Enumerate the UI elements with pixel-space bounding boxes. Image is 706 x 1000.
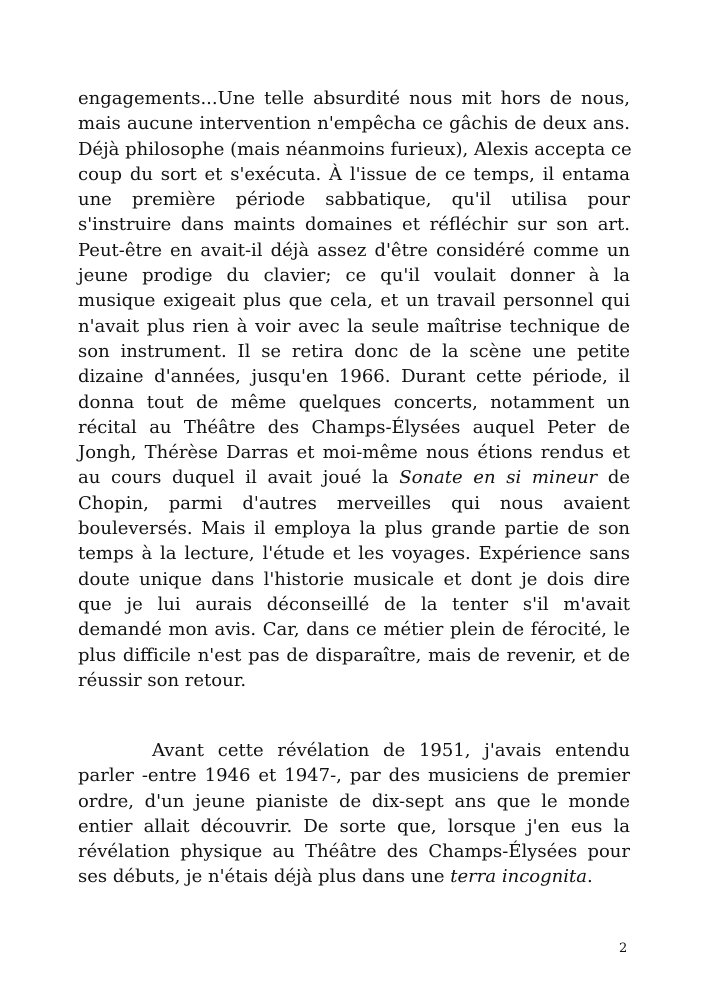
paragraph-body-2 [78, 738, 630, 890]
text-segment: Peut-être en avait-il déjà assez d'être considéré comme un [78, 239, 630, 261]
text-segment: révélation physique au Théâtre des Champs-Élysées pour [78, 841, 630, 863]
text-line [78, 465, 630, 490]
text-segment: ordre, d'un jeune pianiste de dix-sept ans que le monde [78, 790, 630, 812]
paragraph-body-1 [78, 86, 630, 693]
text-line [78, 839, 630, 864]
text-segment: Chopin, parmi d'autres merveilles qui nous avaient [78, 492, 630, 514]
text-line [78, 617, 630, 642]
text-segment: Avant cette révélation de 1951, j'avais entendu [152, 740, 630, 761]
text-line [78, 738, 630, 763]
italic-title: Sonate en si mineur [399, 467, 598, 489]
text-line [78, 339, 630, 364]
text-line [78, 864, 630, 889]
text-line [78, 668, 630, 693]
text-line [78, 288, 630, 313]
text-segment: parler -entre 1946 et 1947-, par des musiciens de premier [78, 765, 630, 787]
text-segment: musique exigeait plus que cela, et un travail personnel qui [78, 290, 630, 312]
page-number: 2 [619, 941, 628, 956]
text-segment: . [586, 866, 593, 888]
text-segment: engagements...Une telle absurdité nous mit hors de nous, [78, 88, 630, 109]
text-line [78, 111, 630, 136]
text-line [78, 415, 630, 440]
text-segment: de [597, 467, 630, 489]
text-line [78, 491, 630, 516]
text-segment: entier allait découvrir. De sorte que, lorsque j'en eus la [78, 815, 630, 837]
text-segment: doute unique dans l'historie musicale et dont je dois dire [78, 568, 630, 590]
text-segment: bouleversés. Mais il employa la plus grande partie de son [78, 518, 630, 540]
text-segment: au cours duquel il avait joué la [78, 467, 400, 489]
text-line [78, 789, 630, 814]
text-line [78, 263, 630, 288]
text-segment: plus difficile n'est pas de disparaître, mais de revenir, et de [78, 644, 630, 666]
text-segment: réussir son retour. [78, 669, 247, 691]
text-line [78, 814, 630, 839]
text-line [78, 137, 630, 162]
text-line [78, 212, 630, 237]
text-line [78, 390, 630, 415]
text-line [78, 541, 630, 566]
text-segment: mais aucune intervention n'empêcha ce gâchis de deux ans. [78, 113, 630, 135]
text-segment: n'avait plus rien à voir avec la seule maîtrise technique de [78, 315, 630, 337]
text-segment: jeune prodige du clavier; ce qu'il voulait donner à la [78, 265, 630, 287]
text-segment: coup du sort et s'exécuta. À l'issue de ce temps, il entama [78, 163, 630, 185]
text-segment: donna tout de même quelques concerts, notamment un [78, 391, 630, 413]
text-line [78, 364, 630, 389]
text-segment: une première période sabbatique, qu'il utilisa pour [78, 189, 630, 211]
text-line [78, 567, 630, 592]
text-segment: Déjà philosophe (mais néanmoins furieux), Alexis accepta ce [78, 138, 632, 160]
italic-title: terra incognita [450, 866, 587, 888]
text-segment: dizaine d'années, jusqu'en 1966. Durant cette période, il [78, 366, 630, 388]
text-line [78, 516, 630, 541]
text-segment: temps à la lecture, l'étude et les voyages. Expérience sans [78, 543, 630, 565]
text-segment: que je lui aurais déconseillé de la tenter s'il m'avait [78, 593, 630, 615]
text-line [78, 162, 630, 187]
text-segment: son instrument. Il se retira donc de la scène une petite [78, 340, 630, 362]
text-segment: demandé mon avis. Car, dans ce métier plein de férocité, le [78, 619, 630, 641]
text-line [78, 314, 630, 339]
text-segment: s'instruire dans maints domaines et réfléchir sur son art. [78, 214, 630, 236]
text-line [78, 440, 630, 465]
text-line [78, 592, 630, 617]
text-line [78, 643, 630, 668]
text-line [78, 238, 630, 263]
text-segment: Jongh, Thérèse Darras et moi-même nous étions rendus et [78, 442, 630, 464]
text-segment: ses débuts, je n'étais déjà plus dans une [78, 866, 451, 888]
text-segment: récital au Théâtre des Champs-Élysées auquel Peter de [78, 416, 630, 438]
text-line [78, 187, 630, 212]
text-line [78, 86, 630, 111]
text-line [78, 763, 630, 788]
